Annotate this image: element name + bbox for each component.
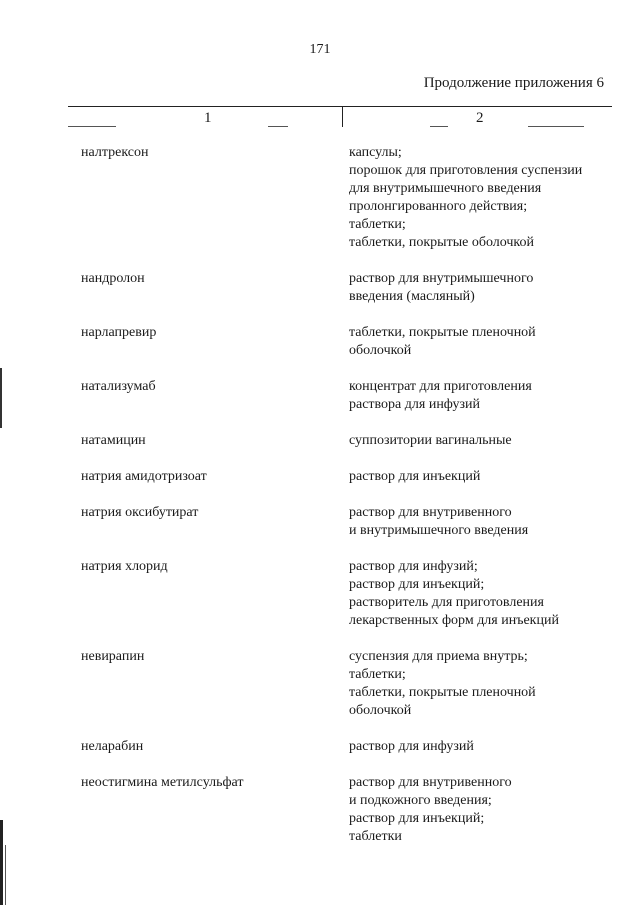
scan-edge-mark xyxy=(0,368,2,428)
drug-name: нандролон xyxy=(81,271,145,286)
dosage-form-line: оболочкой xyxy=(349,343,412,358)
dosage-form-line: растворитель для приготовления xyxy=(349,595,544,610)
drug-name: налтрексон xyxy=(81,145,149,160)
column-header-divider xyxy=(342,107,343,127)
dosage-form-line: лекарственных форм для инъекций xyxy=(349,613,559,628)
drug-name: натрия оксибутират xyxy=(81,505,199,520)
dosage-form-line: таблетки, покрытые пленочной xyxy=(349,325,536,340)
dosage-forms xyxy=(349,648,619,720)
drug-name: натализумаб xyxy=(81,379,156,394)
dosage-forms xyxy=(349,378,619,414)
dosage-form-line: суппозитории вагинальные xyxy=(349,433,512,448)
dosage-form-line: раствор для инъекций xyxy=(349,469,481,484)
dosage-form-line: раствор для инфузий xyxy=(349,739,474,754)
table-row xyxy=(0,558,640,630)
dosage-form-line: раствор для внутримышечного xyxy=(349,271,534,286)
dosage-form-line: и внутримышечного введения xyxy=(349,523,529,538)
scan-edge-mark xyxy=(0,820,3,905)
drug-name: неларабин xyxy=(81,739,144,754)
table-row xyxy=(0,738,640,756)
dosage-forms xyxy=(349,504,619,540)
dosage-forms xyxy=(349,270,619,306)
dosage-form-line: капсулы; xyxy=(349,145,402,160)
table-row xyxy=(0,270,640,306)
drug-name: натрия амидотризоат xyxy=(81,469,207,484)
dosage-form-line: раствор для инъекций; xyxy=(349,577,485,592)
table-row xyxy=(0,144,640,252)
table-top-rule xyxy=(68,106,612,107)
dosage-form-line: таблетки, покрытые оболочкой xyxy=(349,235,535,250)
dosage-forms xyxy=(349,324,619,360)
dosage-form-line: суспензия для приема внутрь; xyxy=(349,649,528,664)
dosage-form-line: для внутримышечного введения xyxy=(349,181,542,196)
dosage-form-line: таблетки; xyxy=(349,667,406,682)
table-row xyxy=(0,378,640,414)
header-underline-segment xyxy=(430,126,448,127)
dosage-form-line: и подкожного введения; xyxy=(349,793,492,808)
table-row xyxy=(0,504,640,540)
column-header-2: 2 xyxy=(476,110,484,126)
drug-table-body xyxy=(0,144,640,864)
table-row xyxy=(0,648,640,720)
scan-edge-mark xyxy=(5,845,6,905)
dosage-form-line: раствор для внутривенного xyxy=(349,775,512,790)
header-underline-segment xyxy=(268,126,288,127)
dosage-forms xyxy=(349,144,619,252)
dosage-form-line: раствор для внутривенного xyxy=(349,505,512,520)
drug-name: натрия хлорид xyxy=(81,559,168,574)
drug-name: неостигмина метилсульфат xyxy=(81,775,244,790)
header-underline-segment xyxy=(68,126,116,127)
dosage-forms xyxy=(349,738,619,756)
drug-name: невирапин xyxy=(81,649,145,664)
table-row xyxy=(0,468,640,486)
column-header-1: 1 xyxy=(204,110,212,126)
table-row xyxy=(0,774,640,846)
dosage-form-line: таблетки, покрытые пленочной xyxy=(349,685,536,700)
dosage-forms xyxy=(349,558,619,630)
dosage-form-line: таблетки xyxy=(349,829,402,844)
dosage-forms xyxy=(349,468,619,486)
dosage-form-line: таблетки; xyxy=(349,217,406,232)
page-number: 171 xyxy=(309,42,331,57)
appendix-continuation-note: Продолжение приложения 6 xyxy=(423,75,604,91)
header-underline-segment xyxy=(528,126,584,127)
table-row xyxy=(0,324,640,360)
table-row xyxy=(0,432,640,450)
drug-name: нарлапревир xyxy=(81,325,157,340)
dosage-form-line: оболочкой xyxy=(349,703,412,718)
dosage-form-line: пролонгированного действия; xyxy=(349,199,528,214)
dosage-forms xyxy=(349,432,619,450)
dosage-form-line: порошок для приготовления суспензии xyxy=(349,163,583,178)
dosage-form-line: раствора для инфузий xyxy=(349,397,481,412)
dosage-form-line: концентрат для приготовления xyxy=(349,379,532,394)
drug-name: натамицин xyxy=(81,433,146,448)
dosage-form-line: введения (масляный) xyxy=(349,289,475,304)
dosage-form-line: раствор для инфузий; xyxy=(349,559,478,574)
dosage-form-line: раствор для инъекций; xyxy=(349,811,485,826)
dosage-forms xyxy=(349,774,619,846)
